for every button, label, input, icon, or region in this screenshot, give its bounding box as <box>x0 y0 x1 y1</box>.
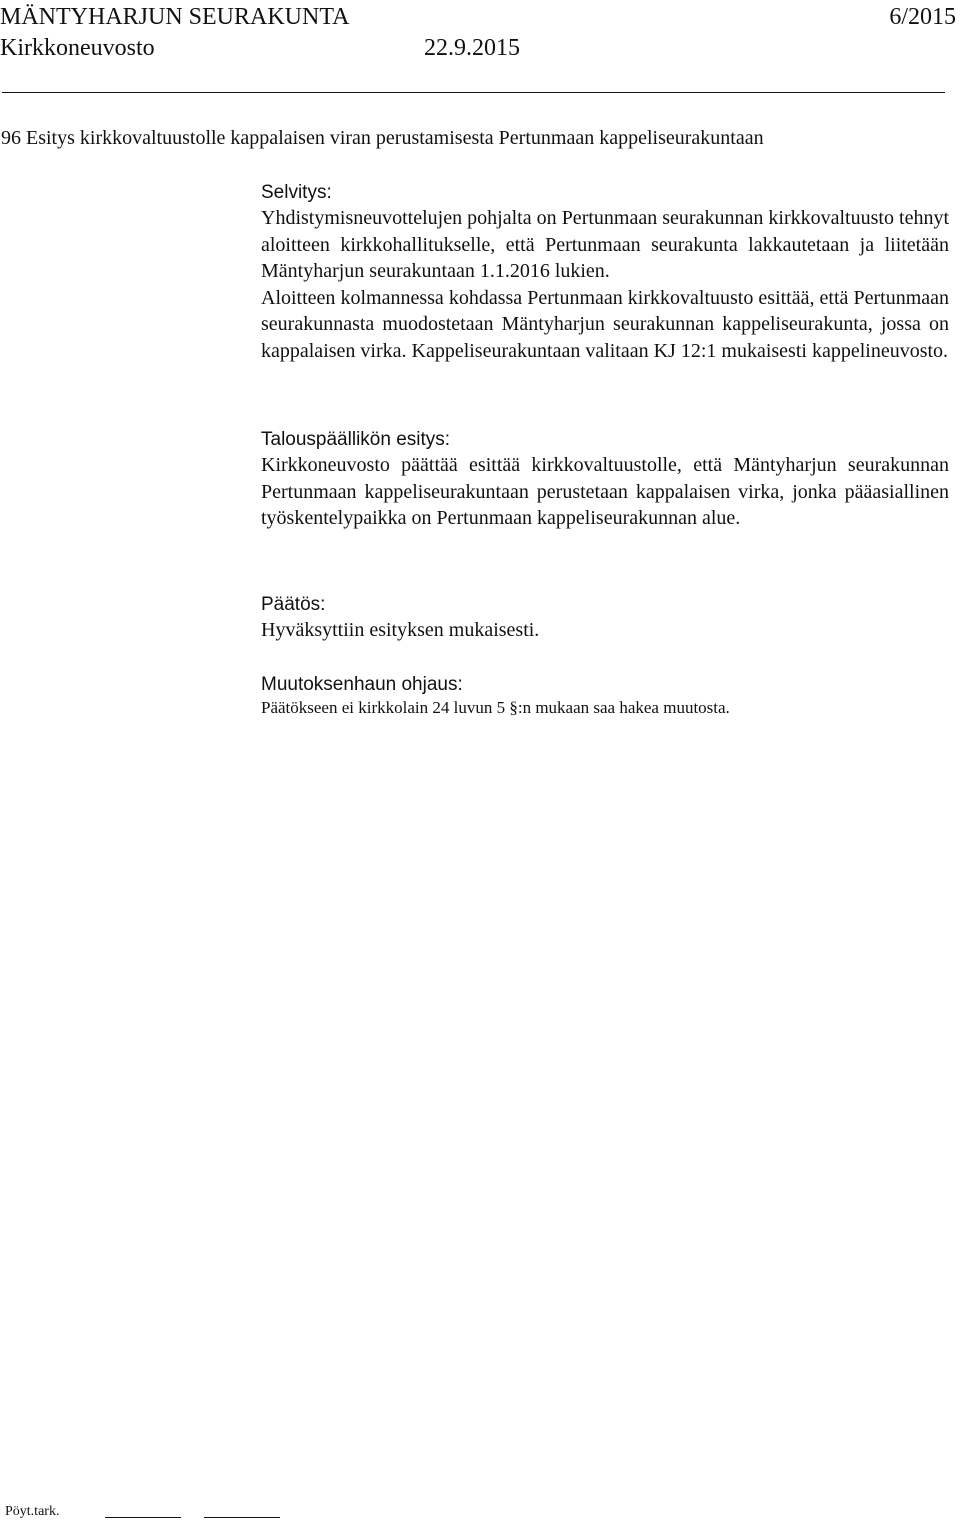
paatos-text: Hyväksyttiin esityksen mukaisesti. <box>261 619 540 641</box>
issue-number: 6/2015 <box>889 4 956 30</box>
organization-name: MÄNTYHARJUN SEURAKUNTA <box>0 4 350 30</box>
esitys-text: Kirkkoneuvosto päättää esittää kirkkovaltuustolle, että Mäntyharjun seurakunnan Pertunmaan kappeliseurakuntaan perustetaan kappalaisen virka, jonka pääasiallinen työskentelypaikka on Pertunmaan kappeliseurakunnan alue. <box>261 454 949 530</box>
footer-label: Pöyt.tark. <box>5 1504 60 1519</box>
muutoksenhaku-text: Päätökseen ei kirkkolain 24 luvun 5 §:n mukaan saa hakea muutosta. <box>261 698 730 717</box>
body-name: Kirkkoneuvosto <box>0 35 155 61</box>
esitys-label: Talouspäällikön esitys: <box>261 429 451 450</box>
paatos-label: Päätös: <box>261 594 326 615</box>
item-title: 96 Esitys kirkkovaltuustolle kappalaisen viran perustamisesta Pertunmaan kappeliseurakuntaan <box>1 127 764 149</box>
header-divider <box>2 92 945 93</box>
selvitys-paragraph-2: Aloitteen kolmannessa kohdassa Pertunmaan kirkkovaltuusto esittää, että Pertunmaan seurakunnasta muodostetaan Mäntyharjun seurakunnan kappeliseurakunta, jossa on kappalaisen virka. Kappeliseurakuntaan valitaan KJ 12:1 mukaisesti kappelineuvosto. <box>261 286 949 362</box>
signature-line-1 <box>105 1517 181 1518</box>
muutoksenhaku-label: Muutoksenhaun ohjaus: <box>261 674 463 695</box>
section-paatos <box>261 592 949 644</box>
section-selvitys <box>261 180 949 365</box>
selvitys-paragraph-1: Yhdistymisneuvottelujen pohjalta on Pertunmaan seurakunnan kirkkovaltuusto tehnyt aloitteen kirkkohallitukselle, että Pertunmaan seurakunta lakkautetaan ja liitetään Mäntyharjun seurakuntaan 1.1.2016 lukien. <box>261 207 949 283</box>
meeting-date: 22.9.2015 <box>424 35 520 61</box>
selvitys-label: Selvitys: <box>261 182 332 203</box>
section-esitys <box>261 427 949 532</box>
signature-line-2 <box>204 1517 280 1518</box>
section-muutoksenhaku <box>261 672 949 719</box>
